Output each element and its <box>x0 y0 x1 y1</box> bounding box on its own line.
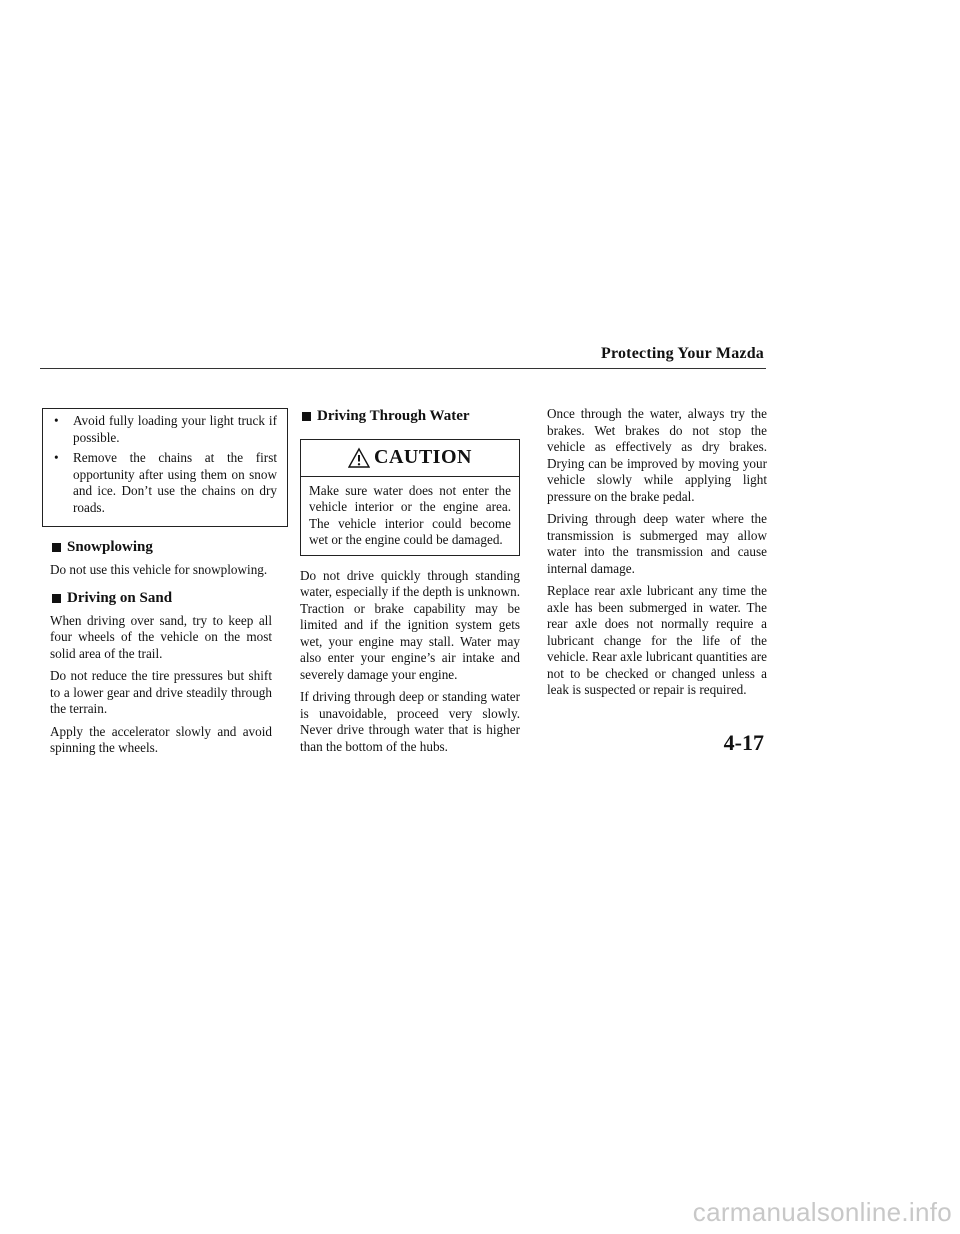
section-heading-water: Driving Through Water <box>300 408 520 425</box>
tips-box <box>42 408 288 527</box>
warning-triangle-icon <box>348 447 370 469</box>
caution-box <box>300 439 520 556</box>
bullet-icon: • <box>54 450 59 465</box>
caution-text: Make sure water does not enter the vehicle interior or the engine area. The vehicle interior could become wet or the engine could be damaged. <box>309 482 511 547</box>
paragraph: Replace rear axle lubricant any time the axle has been submerged in water. The rear axle does not normally require a lubricant change for the life of the vehicle. Rear axle lubricant quantities are not to be checked or changed unless a leak is suspected or repair is required. <box>547 583 767 697</box>
square-bullet-icon <box>302 412 311 421</box>
paragraph: If driving through deep or standing water is unavoidable, proceed very slowly. Never drive through water that is higher than the bottom of the hubs. <box>300 689 520 754</box>
paragraph: Apply the accelerator slowly and avoid spinning the wheels. <box>50 723 272 755</box>
middle-column <box>300 408 520 761</box>
paragraph: When driving over sand, try to keep all four wheels of the vehicle on the most solid area of the trail. <box>50 612 272 661</box>
page-header-title: Protecting Your Mazda <box>601 345 764 362</box>
paragraph: Do not drive quickly through standing water, especially if the depth is unknown. Traction or brake capability may be limited and if the ignition system gets wet, your engine may stall. Water may also enter your engine’s air intake and severely damage your engine. <box>300 567 520 682</box>
paragraph: Do not use this vehicle for snowplowing. <box>50 561 268 577</box>
caution-label: CAUTION <box>374 446 472 469</box>
list-item: • Remove the chains at the first opportunity after using them on snow and ice. Don’t use the chains on dry roads. <box>54 450 277 515</box>
watermark-text: carmanualsonline.info <box>692 1197 952 1227</box>
page-number: 4-17 <box>723 730 764 755</box>
header-divider <box>40 368 766 369</box>
bullet-icon: • <box>54 413 59 428</box>
paragraph: Once through the water, always try the brakes. Wet brakes do not stop the vehicle as effectively as dry brakes. Drying can be improved by moving your vehicle slowly while applying light pressure on the brake pedal. <box>547 406 767 504</box>
square-bullet-icon <box>52 543 61 552</box>
left-column <box>50 408 277 763</box>
section-heading-snowplowing: Snowplowing <box>50 539 272 556</box>
paragraph: Driving through deep water where the transmission is submerged may allow water into the transmission and cause internal damage. <box>547 511 767 576</box>
tips-list <box>53 413 277 516</box>
caution-header <box>301 440 519 477</box>
section-heading-sand: Driving on Sand <box>50 590 272 607</box>
square-bullet-icon <box>52 594 61 603</box>
paragraph: Do not reduce the tire pressures but shift to a lower gear and drive steadily through the terrain. <box>50 668 272 716</box>
list-item: • Avoid fully loading your light truck if possible. <box>54 413 277 445</box>
right-column <box>547 406 767 705</box>
